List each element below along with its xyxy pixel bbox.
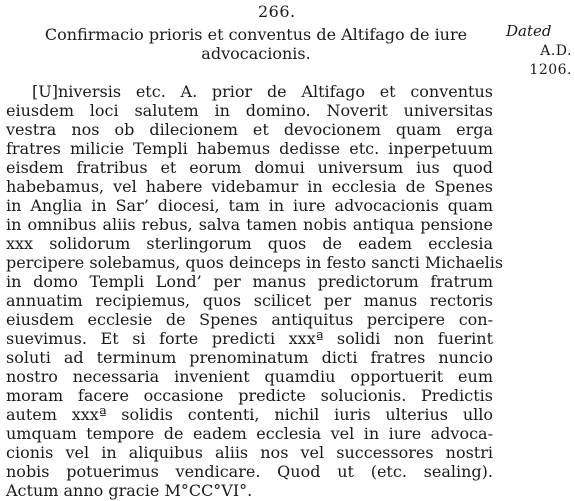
body-line: cionis vel in aliquibus aliis nos vel successores nostri (6, 443, 493, 462)
dated-label: Dated (506, 22, 552, 40)
margin-date-note (506, 22, 572, 80)
body-line: eiusdem ecclesie de Spenes antiquitus percipere con- (6, 310, 493, 329)
body-line: vestra nos ob dilecionem et devocionem quam erga (6, 120, 493, 139)
body-line: in domo Templi Lond’ per manus predictorum fratrum (6, 272, 493, 291)
body-line: nobis potuerimus vendicare. Quod ut (etc. sealing). (6, 462, 493, 481)
body-line: soluti ad terminum prenominatum dicti fratres nuncio (6, 348, 493, 367)
charter-body (6, 82, 504, 500)
body-line: eisdem fratribus et eorum domui universum ius quod (6, 158, 493, 177)
body-line: nostro necessaria invenient quamdiu opportuerit eum (6, 367, 493, 386)
body-line: umquam tempore de eadem ecclesia vel in iure advoca- (6, 424, 493, 443)
body-line: fratres milicie Templi habemus dedisse etc. inperpetuum (6, 139, 493, 158)
body-line: percipere solebamus, quos deinceps in festo sancti Michaelis (6, 253, 504, 272)
document-number: 266. (258, 2, 296, 21)
body-line: suevimus. Et si forte predicti xxxª solidi non fuerint (6, 329, 493, 348)
date-value: A.D. 1206. (529, 43, 572, 78)
body-line: in Anglia in Sar’ diocesi, tam in iure advocacionis quam (6, 196, 493, 215)
body-line: habebamus, vel habere videbamur in ecclesia de Spenes (6, 177, 493, 196)
body-line: autem xxxª solidis contenti, nichil iuris ulterius ullo (6, 405, 493, 424)
document-title (14, 25, 498, 63)
body-line: in omnibus aliis rebus, salva tamen nobis antiqua pensione (6, 215, 493, 234)
document-title-line: advocacionis. (201, 44, 311, 63)
body-line: [U]niversis etc. A. prior de Altifago et conventus (32, 82, 493, 101)
body-line: Actum anno gracie M°CC°VI°. (6, 481, 253, 500)
document-title-line: Confirmacio prioris et conventus de Altifago de iure (44, 25, 468, 44)
body-line: eiusdem loci salutem in domino. Noverit universitas (6, 101, 493, 120)
body-line: xxx solidorum sterlingorum quos de eadem ecclesia (6, 234, 493, 253)
body-line: moram facere occasione predicte solucionis. Predictis (6, 386, 493, 405)
body-line: annuatim recipiemus, quos scilicet per manus rectoris (6, 291, 493, 310)
